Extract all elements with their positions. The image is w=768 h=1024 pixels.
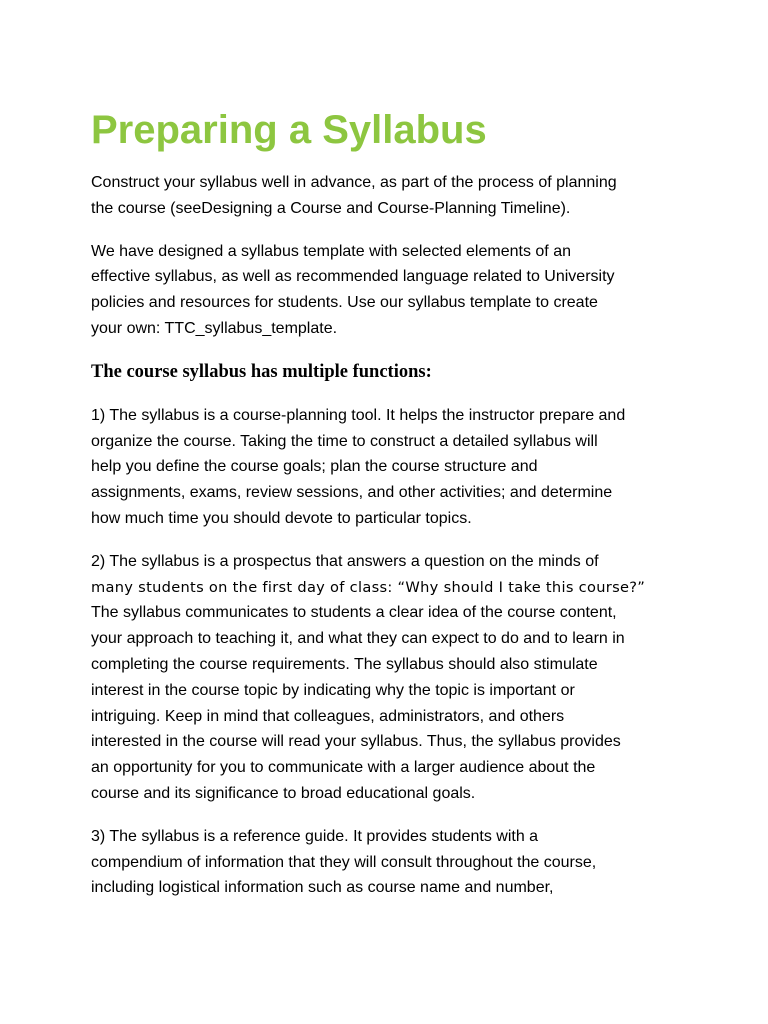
function-2-line: an opportunity for you to communicate with a larger audience about the [91,759,596,777]
template-line: We have designed a syllabus template with selected elements of an [91,242,571,260]
intro-line: the course (seeDesigning a Course and Course-Planning Timeline). [91,199,571,217]
function-2-paragraph [91,549,691,807]
template-line: effective syllabus, as well as recommended language related to University [91,268,615,286]
template-line: your own: TTC_syllabus_template. [91,319,338,337]
intro-paragraph [91,170,691,222]
function-2-line: The syllabus communicates to students a clear idea of the course content, [91,604,617,622]
function-1-line: how much time you should devote to particular topics. [91,509,472,527]
template-line: policies and resources for students. Use our syllabus template to create [91,294,598,312]
function-1-line: 1) The syllabus is a course-planning tool. It helps the instructor prepare and [91,406,626,424]
function-2-line: interest in the course topic by indicating why the topic is important or [91,681,575,699]
function-2-line: 2) The syllabus is a prospectus that answers a question on the minds of [91,552,599,570]
functions-heading: The course syllabus has multiple functions: [91,361,432,382]
document-body [91,104,691,918]
function-1-line: assignments, exams, review sessions, and other activities; and determine [91,484,613,502]
function-2-line: completing the course requirements. The syllabus should also stimulate [91,655,598,673]
function-2-line: interested in the course will read your syllabus. Thus, the syllabus provides [91,733,621,751]
function-3-line: 3) The syllabus is a reference guide. It provides students with a [91,827,539,845]
function-2-line: course and its significance to broad educational goals. [91,784,476,802]
intro-line: Construct your syllabus well in advance, as part of the process of planning [91,174,617,191]
function-1-line: organize the course. Taking the time to construct a detailed syllabus will [91,432,598,450]
function-2-line: your approach to teaching it, and what they can expect to do and to learn in [91,630,625,648]
function-3-line: including logistical information such as course name and number, [91,879,554,897]
function-2-line: intriguing. Keep in mind that colleagues, administrators, and others [91,707,565,725]
function-3-paragraph [91,824,691,901]
function-2-line: many students on the first day of class: “Why should I take this course?” [91,578,646,596]
function-1-line: help you define the course goals; plan the course structure and [91,458,538,476]
function-1-paragraph [91,403,691,532]
function-3-line: compendium of information that they will consult throughout the course, [91,853,597,871]
document-title: Preparing a Syllabus [91,108,487,152]
template-paragraph [91,239,691,342]
